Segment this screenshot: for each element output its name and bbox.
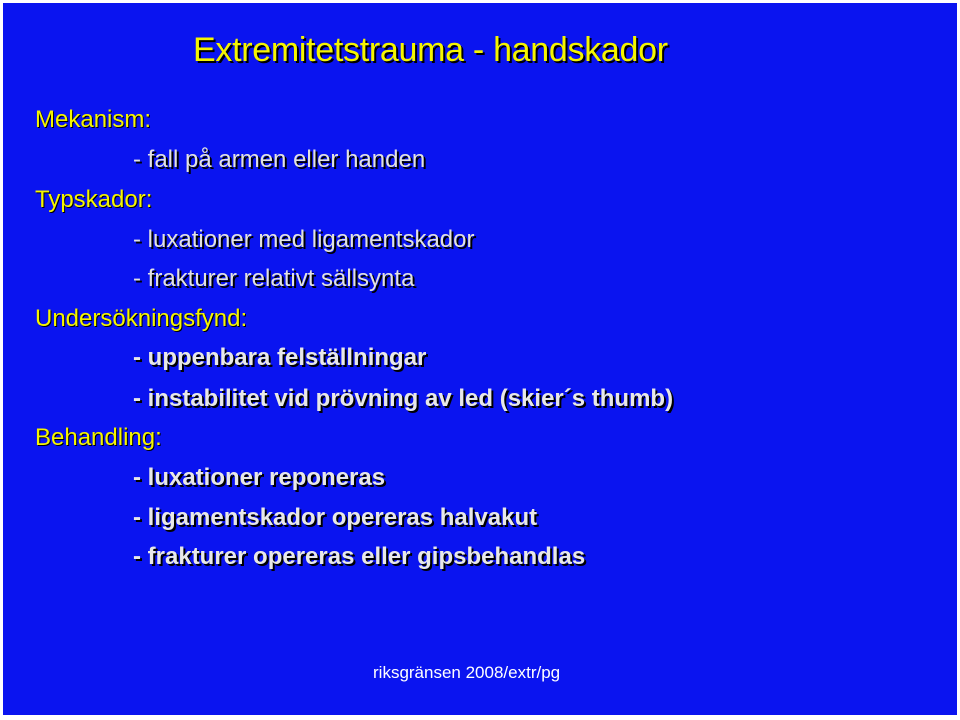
slide — [3, 3, 957, 715]
list-item: - uppenbara felställningar — [133, 344, 427, 371]
list-item: - frakturer relativt sällsynta — [133, 265, 415, 292]
section-heading-typskador: Typskador: — [35, 186, 153, 213]
section-heading-mekanism: Mekanism: — [35, 106, 152, 133]
slide-footer: riksgränsen 2008/extr/pg — [373, 663, 561, 682]
list-item: - fall på armen eller handen — [133, 146, 426, 173]
section-heading-behandling: Behandling: — [35, 424, 162, 451]
section-heading-undersokningsfynd: Undersökningsfynd: — [35, 305, 248, 332]
list-item: - luxationer med ligamentskador — [133, 226, 475, 253]
slide-title: Extremitetstrauma - handskador — [193, 31, 668, 69]
list-item: - instabilitet vid prövning av led (skier´s thumb) — [133, 385, 674, 412]
list-item: - frakturer opereras eller gipsbehandlas — [133, 543, 586, 570]
list-item: - luxationer reponeras — [133, 464, 386, 491]
list-item: - ligamentskador opereras halvakut — [133, 504, 538, 531]
